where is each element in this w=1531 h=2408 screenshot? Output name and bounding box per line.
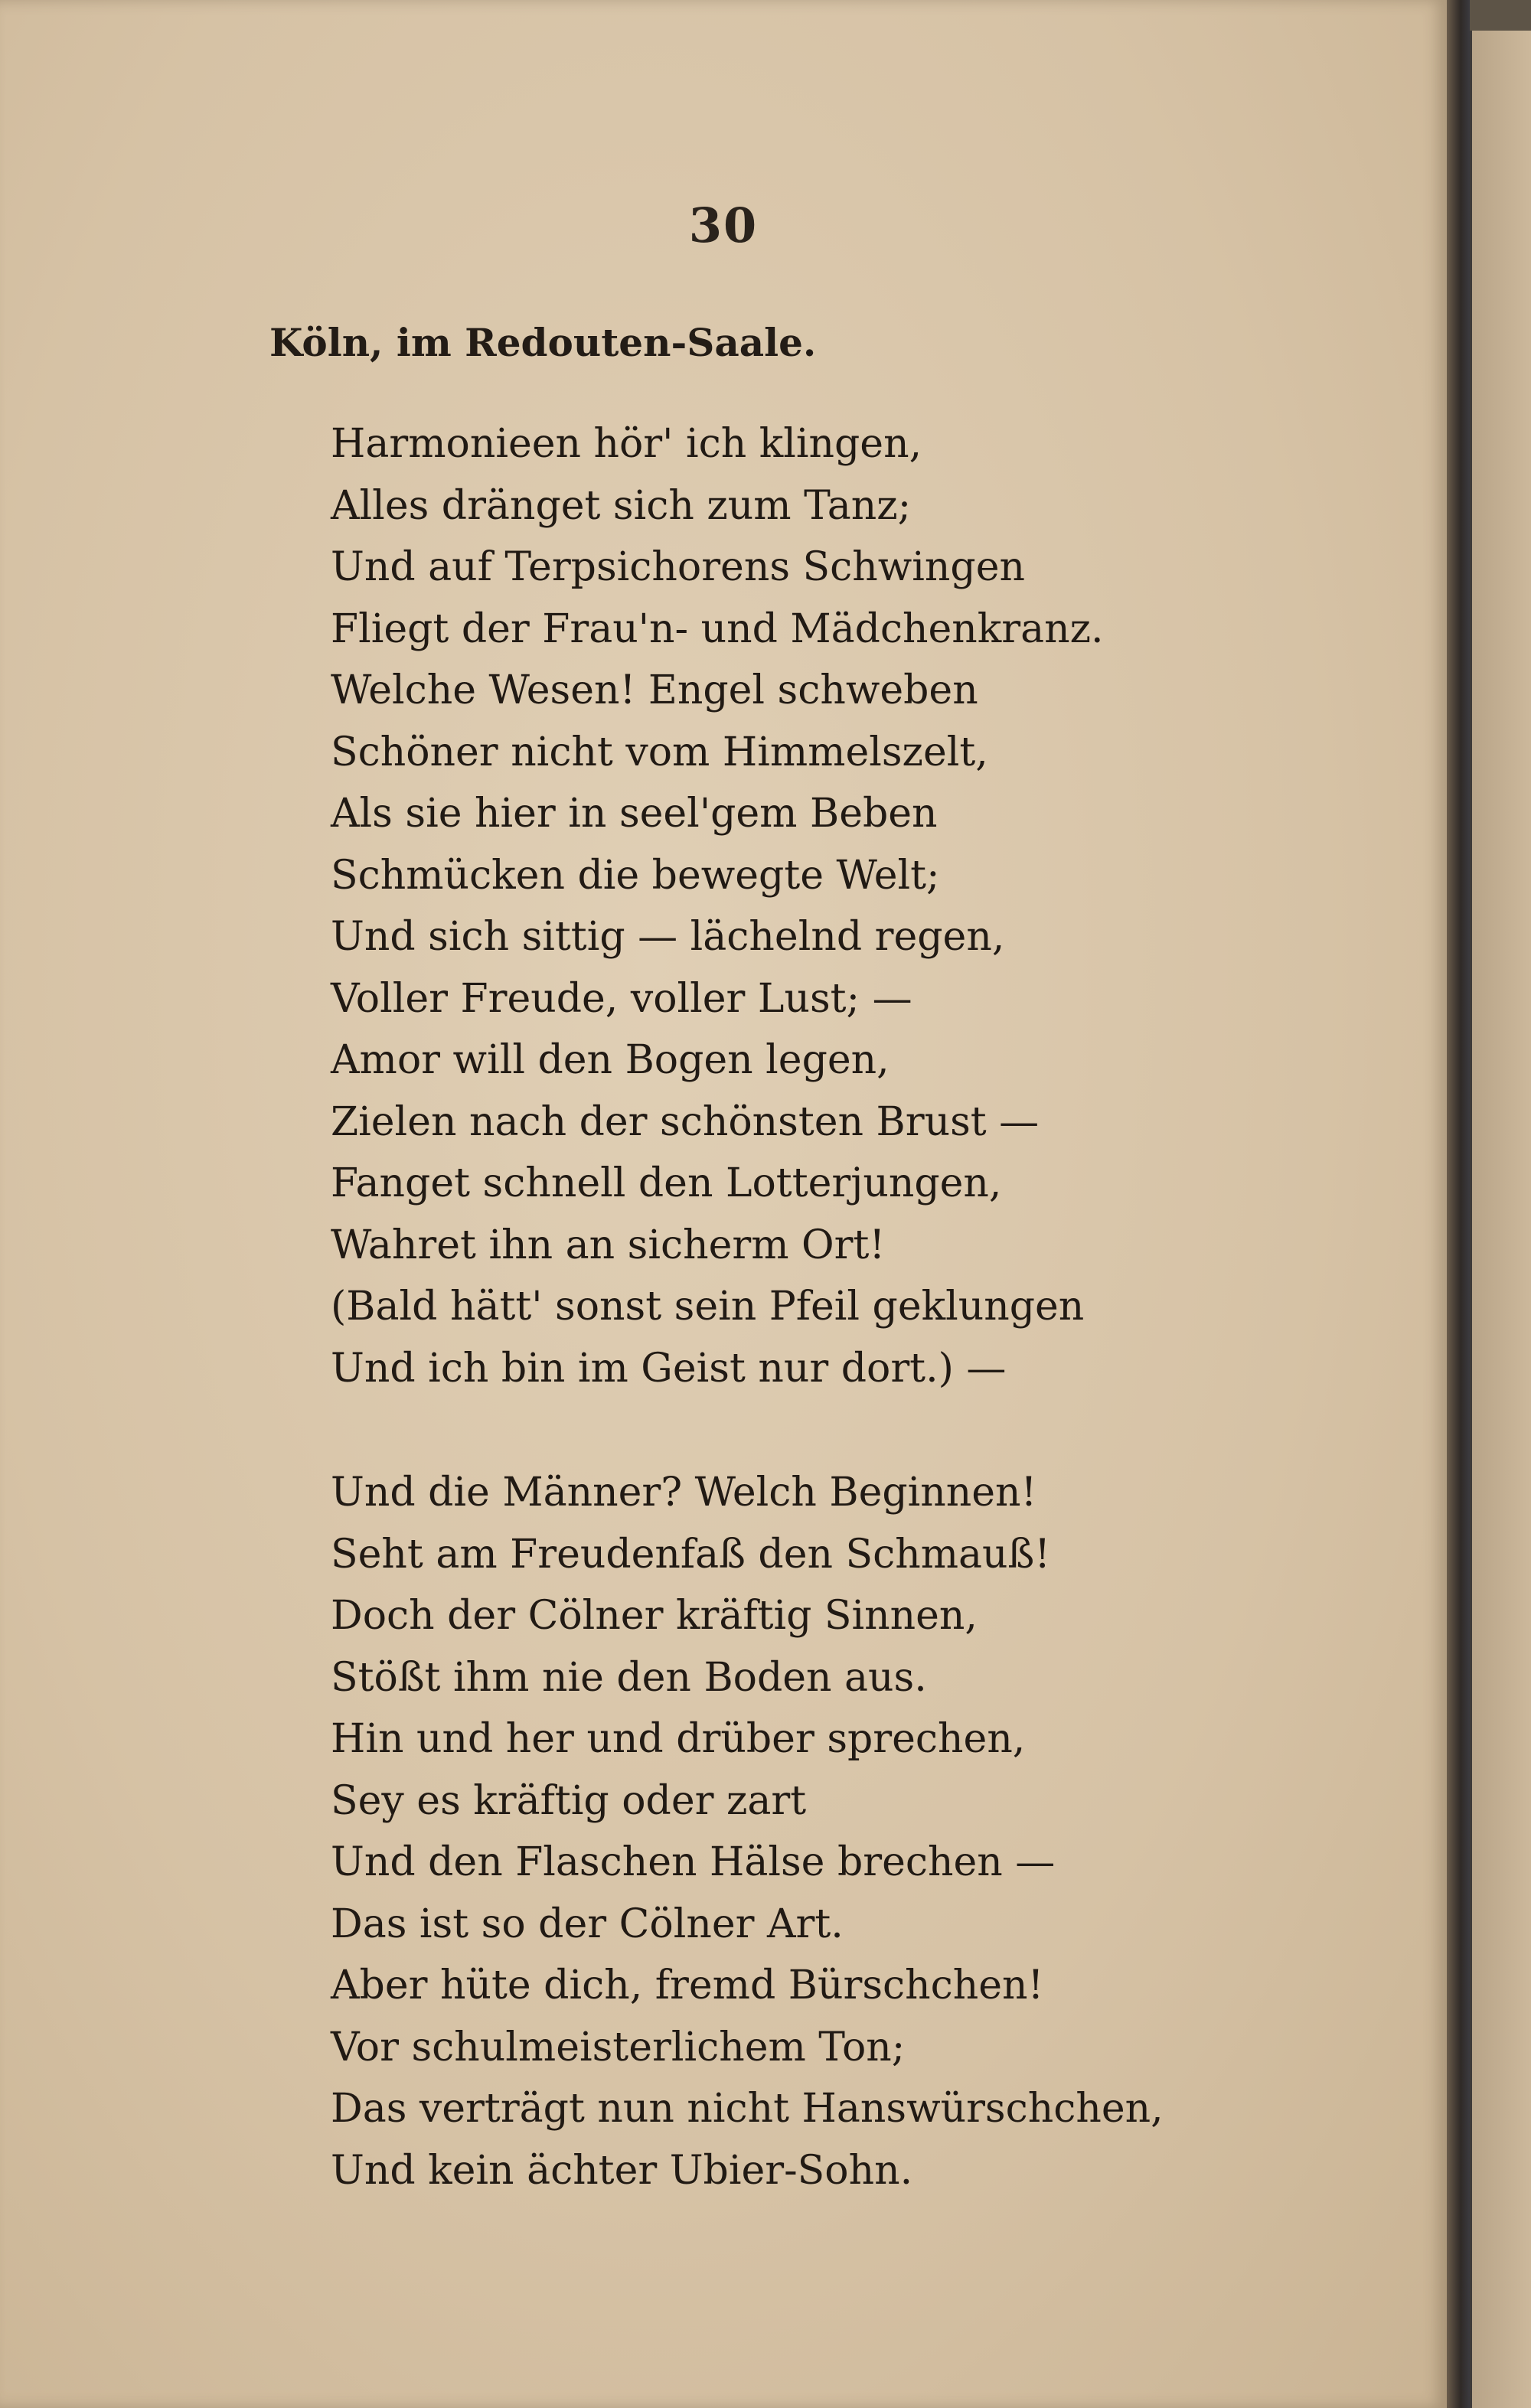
- verse-line: (Bald hätt' sonst sein Pfeil geklungen: [331, 1284, 1085, 1330]
- verse-line: Hin und her und drüber sprechen,: [331, 1716, 1026, 1762]
- verse-line: Vor schulmeisterlichem Ton;: [331, 2024, 906, 2070]
- verse-line: Und ich bin im Geist nur dort.) —: [331, 1345, 1007, 1392]
- verse-line: Harmonieen hör' ich klingen,: [331, 421, 922, 467]
- verse-line: Seht am Freudenfaß den Schmauß!: [331, 1531, 1051, 1578]
- adjacent-page-edge: [1470, 31, 1531, 2408]
- verse-line: Aber hüte dich, fremd Bürschchen!: [331, 1963, 1044, 2008]
- verse-line: Sey es kräftig oder zart: [331, 1777, 807, 1824]
- book-spine: [1447, 0, 1470, 2408]
- verse-line: Stößt ihm nie den Boden aus.: [331, 1654, 927, 1701]
- verse-line: Das verträgt nun nicht Hanswürschchen,: [331, 2086, 1164, 2132]
- verse-line: Und kein ächter Ubier-Sohn.: [331, 2147, 913, 2194]
- verse-line: Zielen nach der schönsten Brust —: [331, 1098, 1040, 1145]
- verse-line: Wahret ihn an sicherm Ort!: [331, 1222, 886, 1268]
- verse-line: Amor will den Bogen legen,: [331, 1037, 890, 1083]
- verse-line: Fanget schnell den Lotterjungen,: [331, 1160, 1002, 1206]
- verse-line: Alles dränget sich zum Tanz;: [331, 482, 912, 529]
- verse-line: Und sich sittig — lächelnd regen,: [331, 914, 1005, 960]
- verse-line: Doch der Cölner kräftig Sinnen,: [331, 1593, 978, 1639]
- poem-heading: Köln, im Redouten-Saale.: [269, 320, 817, 365]
- stanza-1: [331, 413, 1173, 1399]
- verse-line: Als sie hier in seel'gem Beben: [331, 791, 938, 837]
- verse-line: Welche Wesen! Engel schweben: [331, 667, 978, 713]
- verse-line: Voller Freude, voller Lust; —: [331, 975, 912, 1022]
- verse-line: Und den Flaschen Hälse brechen —: [331, 1839, 1056, 1885]
- verse-line: Und auf Terpsichorens Schwingen: [331, 544, 1025, 590]
- stanza-2: [331, 1462, 1173, 2201]
- verse-line: Das ist so der Cölner Art.: [331, 1901, 844, 1947]
- verse-line: Schöner nicht vom Himmelszelt,: [331, 729, 988, 775]
- verse-line: Und die Männer? Welch Beginnen!: [331, 1470, 1037, 1516]
- page-number: 30: [688, 197, 759, 253]
- verse-line: Schmücken die bewegte Welt;: [331, 852, 940, 899]
- verse-line: Fliegt der Frau'n- und Mädchenkranz.: [331, 605, 1104, 652]
